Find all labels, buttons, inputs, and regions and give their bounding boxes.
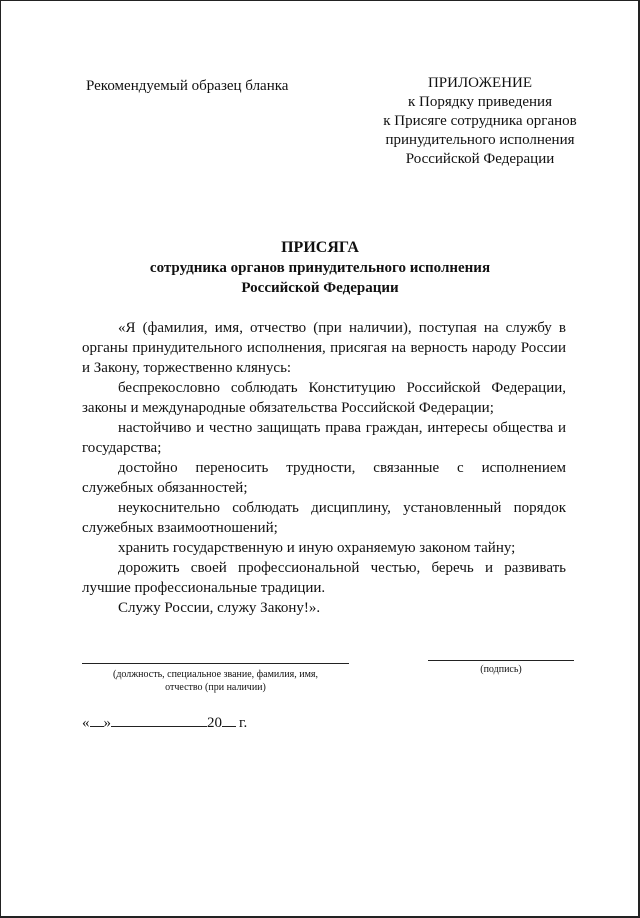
- position-caption: [82, 668, 349, 694]
- oath-paragraph-7: дорожить своей профессиональной честью, беречь и развивать лучшие профессиональные традиции.: [82, 560, 566, 596]
- page-border-top: [0, 0, 640, 1]
- date-open-quote: «: [82, 715, 90, 731]
- date-month-blank[interactable]: [111, 712, 207, 727]
- title-sub-1: сотрудника органов принудительного исполнения: [149, 260, 491, 276]
- oath-paragraph-5: неукоснительно соблюдать дисциплину, установленный порядок служебных взаимоотношений;: [82, 500, 566, 536]
- signature-line[interactable]: [428, 660, 574, 661]
- oath-paragraph-2: беспрекословно соблюдать Конституцию Российской Федерации, законы и международные обязательства Российской Федерации;: [82, 380, 566, 416]
- appendix-line-4: принудительного исполнения: [385, 132, 575, 148]
- oath-paragraph-8: Служу России, служу Закону!».: [118, 600, 321, 616]
- date-year-prefix: 20: [207, 715, 222, 731]
- date-year-suffix: г.: [239, 715, 248, 731]
- date-field: [82, 712, 247, 732]
- title-main: ПРИСЯГА: [281, 239, 359, 256]
- appendix-line-3: к Присяге сотрудника органов: [383, 113, 577, 129]
- title-sub-2: Российской Федерации: [241, 280, 399, 296]
- oath-text: [82, 318, 566, 618]
- position-caption-line-1: (должность, специальное звание, фамилия, имя,: [112, 669, 318, 680]
- appendix-block: [340, 74, 620, 169]
- oath-paragraph-1: «Я (фамилия, имя, отчество (при наличии), поступая на службу в органы принудительного исполнения, присягая на верность народу России и Закону, торжественно клянусь:: [82, 320, 566, 376]
- date-year-blank[interactable]: [222, 712, 236, 727]
- date-close-quote: »: [103, 715, 111, 731]
- appendix-line-5: Российской Федерации: [405, 151, 555, 167]
- appendix-line-1: ПРИЛОЖЕНИЕ: [427, 75, 533, 91]
- appendix-line-2: к Порядку приведения: [408, 94, 552, 110]
- position-caption-line-2: отчество (при наличии): [165, 682, 266, 693]
- position-signature-line[interactable]: [82, 663, 349, 664]
- recommended-form-label: Рекомендуемый образец бланка: [86, 78, 289, 94]
- signature-caption: (подпись): [480, 664, 522, 675]
- oath-paragraph-6: хранить государственную и иную охраняемую законом тайну;: [118, 540, 516, 556]
- page-border-left: [0, 0, 1, 918]
- oath-paragraph-3: настойчиво и честно защищать права граждан, интересы общества и государства;: [82, 420, 566, 456]
- document-title: [0, 238, 640, 298]
- oath-paragraph-4: достойно переносить трудности, связанные с исполнением служебных обязанностей;: [82, 460, 566, 496]
- date-day-blank[interactable]: [90, 712, 104, 727]
